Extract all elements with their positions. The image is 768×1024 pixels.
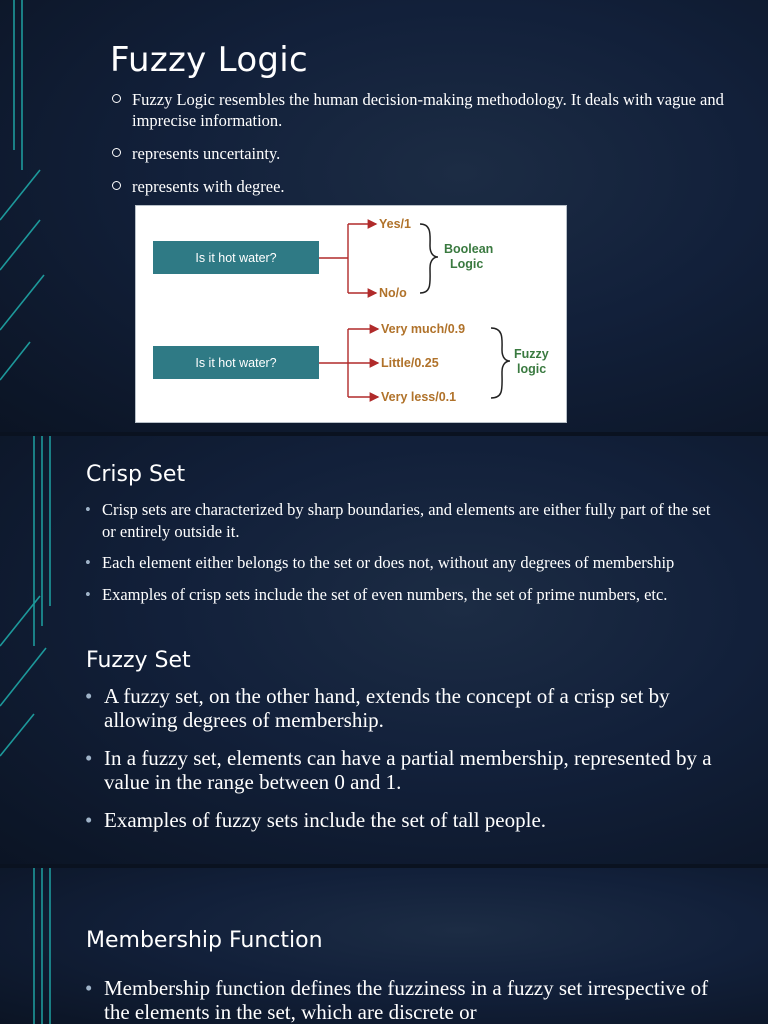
outcome-label-no: No/o <box>379 286 407 300</box>
list-item: • Examples of crisp sets include the set of even numbers, the set of prime numbers, etc. <box>85 584 725 606</box>
list-item: represents uncertainty. <box>110 143 750 164</box>
fuzzy-set-bullets <box>85 684 725 846</box>
brace-boolean <box>420 224 438 293</box>
outcome-label-very-much: Very much/0.9 <box>381 322 466 336</box>
fuzzy-label-line2: logic <box>517 362 547 376</box>
list-item: represents with degree. <box>110 176 750 197</box>
list-item: • Examples of fuzzy sets include the set of tall people. <box>85 808 725 832</box>
membership-function-bullets <box>85 976 725 1024</box>
list-item: • Membership function defines the fuzziness in a fuzzy set irrespective of the elements in the set, which are discrete or <box>85 976 725 1024</box>
fuzzy-label-line1: Fuzzy <box>514 347 549 361</box>
slide-crisp-and-fuzzy-set <box>0 436 768 864</box>
boolean-label-line2: Logic <box>450 257 484 271</box>
brace-fuzzy <box>491 328 510 398</box>
membership-function-heading: Membership Function <box>86 928 323 953</box>
crisp-set-heading: Crisp Set <box>86 462 186 487</box>
outcome-label-little: Little/0.25 <box>381 356 439 370</box>
slide-fuzzy-logic <box>0 0 768 432</box>
fuzzy-logic-bullets <box>110 89 750 209</box>
slide-title: Fuzzy Logic <box>110 40 309 80</box>
slide-decoration-lines <box>0 436 72 864</box>
boolean-vs-fuzzy-diagram <box>135 205 567 423</box>
slide-membership-function <box>0 868 768 1024</box>
fuzzy-set-heading: Fuzzy Set <box>86 648 191 673</box>
list-item: Fuzzy Logic resembles the human decision-making methodology. It deals with vague and imprecise information. <box>110 89 750 131</box>
slide-decoration-lines <box>0 868 72 1024</box>
slide-decoration-lines <box>0 0 72 432</box>
diagram-canvas <box>136 206 566 422</box>
boolean-label-line1: Boolean <box>444 242 494 256</box>
list-item: • Each element either belongs to the set or does not, without any degrees of membership <box>85 552 725 574</box>
question-text-fuzzy: Is it hot water? <box>195 356 277 370</box>
outcome-label-yes: Yes/1 <box>379 217 411 231</box>
crisp-set-bullets <box>85 499 725 615</box>
outcome-label-very-less: Very less/0.1 <box>381 390 457 404</box>
list-item: • Crisp sets are characterized by sharp boundaries, and elements are either fully part of the set or entirely outside it. <box>85 499 725 542</box>
list-item: • A fuzzy set, on the other hand, extends the concept of a crisp set by allowing degrees of membership. <box>85 684 725 732</box>
list-item: • In a fuzzy set, elements can have a partial membership, represented by a value in the range between 0 and 1. <box>85 746 725 794</box>
question-text-boolean: Is it hot water? <box>195 251 277 265</box>
